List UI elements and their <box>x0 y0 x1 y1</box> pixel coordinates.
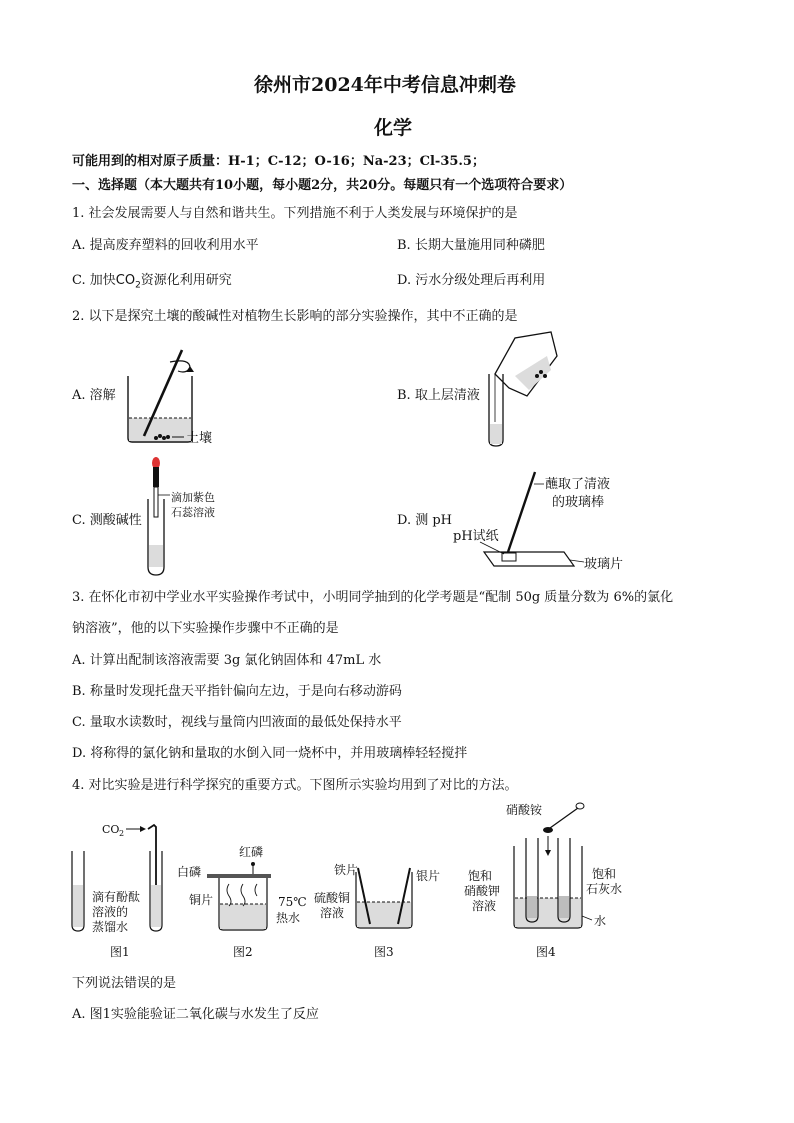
fig1-label-2: 溶液的 <box>92 905 129 919</box>
q3-stem-line1: 3. 在怀化市初中学业水平实验操作考试中，小明同学抽到的化学考题是“配制 50g 质量分数为 6%的氯化 <box>72 590 674 605</box>
ph-paper-label: pH试纸 <box>453 529 499 544</box>
fig1-co2: CO <box>102 823 120 836</box>
fig1-label-1: 滴有酚酞 <box>92 890 141 904</box>
fig4-kno3-3: 溶液 <box>472 899 497 913</box>
pour-figure <box>485 332 575 452</box>
fig2-white-p: 白磷 <box>177 865 202 879</box>
q2-option-b: B. 取上层清液 <box>397 388 480 403</box>
q1-option-c-prefix: C. 加快 <box>72 273 116 288</box>
co2-formula-text: CO <box>115 273 136 288</box>
q1-stem: 1. 社会发展需要人与自然和谐共生。下列措施不利于人类发展与环境保护的是 <box>72 206 518 221</box>
q4-stem: 4. 对比实验是进行科学探究的重要方式。下图所示实验均用到了对比的方法。 <box>72 778 518 793</box>
fig4-caption: 图4 <box>536 945 556 959</box>
fig3-iron: 铁片 <box>334 863 359 877</box>
q1-option-b: B. 长期大量施用同种磷肥 <box>397 238 545 253</box>
q2-stem: 2. 以下是探究土壤的酸碱性对植物生长影响的部分实验操作，其中不正确的是 <box>72 309 518 324</box>
fig2-copper: 铜片 <box>189 893 214 907</box>
fig3-cuso4-2: 溶液 <box>320 906 345 920</box>
fig1-label-3: 蒸馏水 <box>92 920 129 934</box>
fig4-nh4no3: 硝酸铵 <box>506 803 543 817</box>
dissolve-figure <box>120 338 240 448</box>
co2-subscript: 2 <box>135 280 141 291</box>
fig4-kno3-2: 硝酸钾 <box>464 884 501 898</box>
figure-4 <box>462 798 642 960</box>
fig1-caption: 图1 <box>110 945 130 959</box>
fig3-silver: 银片 <box>416 869 441 883</box>
rod-label-2: 的玻璃棒 <box>552 495 605 510</box>
q3-option-b: B. 称量时发现托盘天平指针偏向左边，于是向右移动游码 <box>72 684 402 699</box>
fig1-co2-sub: 2 <box>119 829 125 838</box>
q1-option-c <box>72 269 232 291</box>
figure-3 <box>312 860 452 960</box>
dropper-figure <box>140 455 230 580</box>
q3-option-c: C. 量取水读数时，视线与量筒内凹液面的最低处保持水平 <box>72 715 402 730</box>
page-title: 徐州市2024年中考信息冲刺卷 <box>254 74 516 96</box>
q2-option-a: A. 溶解 <box>72 388 116 403</box>
soil-label: 土壤 <box>186 431 213 446</box>
svg-text:CO <box>102 823 119 836</box>
section-heading: 一、选择题（本大题共有10小题，每小题2分，共20分。每题只有一个选项符合要求） <box>72 178 573 193</box>
co2-formula <box>115 273 141 291</box>
fig4-water: 水 <box>594 914 607 928</box>
fig2-caption: 图2 <box>233 945 253 959</box>
fig2-temp: 75℃ <box>278 895 307 909</box>
q4-option-a: A. 图1实验能验证二氧化碳与水发生了反应 <box>72 1007 319 1022</box>
fig3-cuso4-1: 硫酸铜 <box>314 891 351 905</box>
figure-2 <box>175 840 315 960</box>
fig4-kno3-1: 饱和 <box>468 869 493 883</box>
q1-option-d: D. 污水分级处理后再利用 <box>397 273 546 288</box>
glass-slide-label: 玻璃片 <box>584 557 624 572</box>
litmus-label-1: 滴加紫色 <box>171 491 215 504</box>
fig2-hot-water: 热水 <box>276 911 301 925</box>
litmus-label-2: 石蕊溶液 <box>171 506 215 519</box>
fig2-red-p: 红磷 <box>239 845 264 859</box>
q3-stem-line2: 钠溶液”，他的以下实验操作步骤中不正确的是 <box>72 621 339 636</box>
rod-label-1: 蘸取了清液 <box>545 477 611 492</box>
figure-1 <box>60 815 180 960</box>
q2-option-d: D. 测 pH <box>397 513 453 528</box>
subject-title: 化学 <box>374 117 413 139</box>
fig3-caption: 图3 <box>374 945 394 959</box>
atomic-masses: 可能用到的相对原子质量：H-1；C-12；O-16；Na-23；Cl-35.5； <box>72 154 485 169</box>
fig4-lime-1: 饱和 <box>592 867 617 881</box>
q3-option-a: A. 计算出配制该溶液需要 3g 氯化钠固体和 47mL 水 <box>72 653 382 668</box>
q1-option-a: A. 提高废弃塑料的回收利用水平 <box>72 238 259 253</box>
ph-figure <box>450 470 630 580</box>
fig4-lime-2: 石灰水 <box>586 882 623 896</box>
q3-option-d: D. 将称得的氯化钠和量取的水倒入同一烧杯中，并用玻璃棒轻轻搅拌 <box>72 746 468 761</box>
q4-prompt: 下列说法错误的是 <box>72 976 177 991</box>
q1-option-c-suffix: 资源化利用研究 <box>140 273 232 288</box>
q2-option-c: C. 测酸碱性 <box>72 513 142 528</box>
